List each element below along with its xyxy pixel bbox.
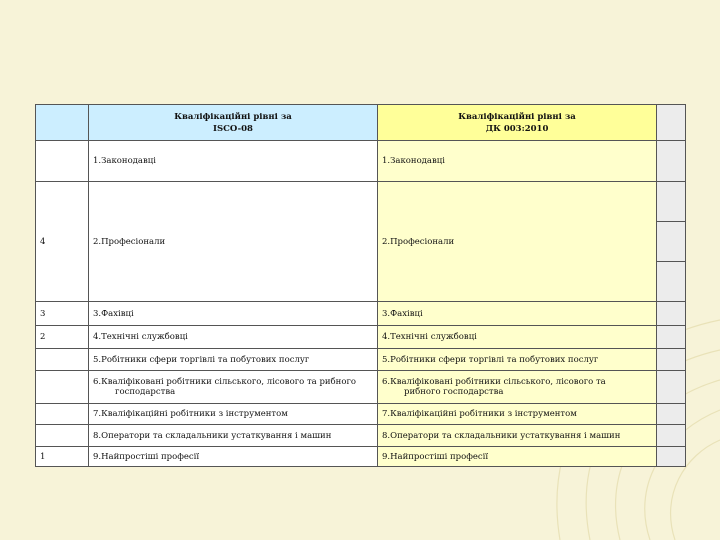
side-cell — [657, 371, 686, 404]
isco-group: 1.Законодавці — [89, 141, 378, 182]
isco-group: 4.Технічні службовці — [89, 326, 378, 349]
level-code: 2 — [36, 326, 89, 349]
header-isco-line1: Кваліфікаційні рівні за — [174, 111, 292, 122]
dk-group: 3.Фахівці — [378, 302, 657, 326]
table-row — [36, 349, 686, 371]
header-isco — [89, 105, 378, 141]
level-code — [36, 141, 89, 182]
side-cell — [657, 141, 686, 182]
table-row — [36, 141, 686, 182]
table-row — [36, 326, 686, 349]
isco-group: 5.Робітники сфери торгівлі та побутових послуг — [89, 349, 378, 371]
table-row — [36, 182, 686, 222]
side-cell — [657, 349, 686, 371]
table-row — [36, 425, 686, 447]
side-cell — [657, 326, 686, 349]
level-code — [36, 404, 89, 425]
qualification-levels-table — [35, 104, 686, 467]
isco-group: 2.Професіонали — [89, 182, 378, 302]
side-cell — [657, 262, 686, 302]
table-row — [36, 302, 686, 326]
header-row — [36, 105, 686, 141]
dk-group: 7.Кваліфікаційні робітники з інструментом — [378, 404, 657, 425]
side-cell — [657, 425, 686, 447]
dk-group: 9.Найпростіші професії — [378, 447, 657, 467]
header-dk-line1: Кваліфікаційні рівні за — [458, 111, 576, 122]
isco-group: 7.Кваліфікаційні робітники з інструментом — [89, 404, 378, 425]
dk-group: 5.Робітники сфери торгівлі та побутових послуг — [378, 349, 657, 371]
side-cell — [657, 222, 686, 262]
isco-group-line1: 6.Кваліфіковані робітники сільського, лісового та рибного — [93, 377, 357, 387]
dk-group-line1: 6.Кваліфіковані робітники сільського, лісового та — [382, 377, 606, 387]
level-code — [36, 425, 89, 447]
level-code: 1 — [36, 447, 89, 467]
dk-group: 8.Оператори та складальники устаткування і машин — [378, 425, 657, 447]
dk-group: 1.Законодавці — [378, 141, 657, 182]
level-code: 4 — [36, 182, 89, 302]
table-row — [36, 447, 686, 467]
table-row — [36, 404, 686, 425]
side-cell — [657, 447, 686, 467]
isco-group: 9.Найпростіші професії — [89, 447, 378, 467]
side-cell — [657, 182, 686, 222]
table-row — [36, 371, 686, 404]
side-cell — [657, 404, 686, 425]
dk-group: 2.Професіонали — [378, 182, 657, 302]
side-cell — [657, 302, 686, 326]
isco-group — [89, 371, 378, 404]
level-code — [36, 371, 89, 404]
header-code-cell — [36, 105, 89, 141]
isco-group: 8.Оператори та складальники устаткування і машин — [89, 425, 378, 447]
header-isco-line2: ISCO-08 — [213, 123, 253, 134]
side-cell — [657, 105, 686, 141]
dk-group: 4.Технічні службовці — [378, 326, 657, 349]
level-code: 3 — [36, 302, 89, 326]
isco-group-line2: господарства — [115, 387, 176, 397]
level-code — [36, 349, 89, 371]
header-dk — [378, 105, 657, 141]
isco-group: 3.Фахівці — [89, 302, 378, 326]
dk-group-line2: рибного господарства — [404, 387, 504, 397]
dk-group — [378, 371, 657, 404]
header-dk-line2: ДК 003:2010 — [485, 123, 549, 134]
